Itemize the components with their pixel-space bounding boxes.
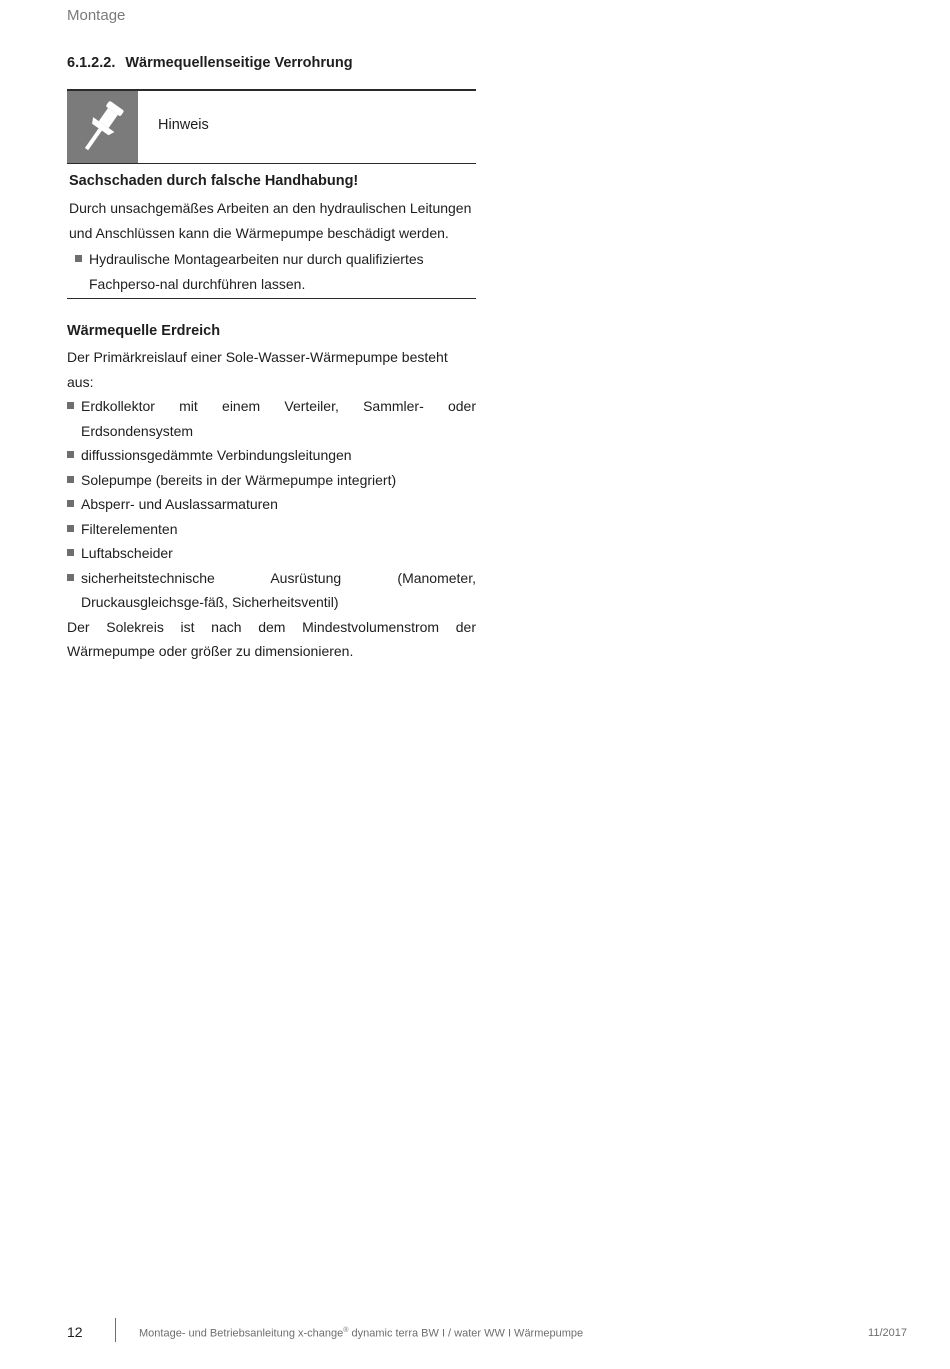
bullet-square-icon [67, 549, 74, 556]
notice-bullet [69, 247, 474, 296]
list-item: Solepumpe (bereits in der Wärmepumpe integriert) [67, 468, 476, 493]
footer-title: Montage- und Betriebsanleitung x-change® dynamic terra BW I / water WW I Wärmepumpe [139, 1327, 584, 1340]
notice-text: Durch unsachgemäßes Arbeiten an den hydraulischen Leitungen und Anschlüssen kann die Wärmepumpe beschädigt werden. [69, 200, 472, 241]
list-item: Luftabscheider [67, 541, 476, 566]
notice-header [67, 89, 476, 164]
section-number: 6.1.2.2. [67, 55, 116, 71]
page-number: 12 [67, 1324, 83, 1340]
list-item: Absperr- und Auslassarmaturen [67, 492, 476, 517]
footer-divider [115, 1318, 116, 1342]
closing-text: Der Solekreis ist nach dem Mindestvolumenstrom der Wärmepumpe oder größer zu dimensionieren. [67, 618, 476, 659]
footer-date: 11/2017 [868, 1327, 907, 1339]
notice-headline: Sachschaden durch falsche Handhabung! [69, 173, 359, 189]
bullet-square-icon [67, 402, 74, 409]
bullet-square-icon [67, 574, 74, 581]
section-heading [67, 55, 353, 71]
bullet-square-icon [67, 525, 74, 532]
list-item: diffussionsgedämmte Verbindungsleitungen [67, 443, 476, 468]
bullet-square-icon [67, 500, 74, 507]
intro-text: Der Primärkreislauf einer Sole-Wasser-Wärmepumpe besteht aus: [67, 349, 448, 390]
bullet-square-icon [67, 451, 74, 458]
notice-label: Hinweis [158, 117, 209, 133]
notice-bullet-text: Hydraulische Montagearbeiten nur durch qualifiziertes Fachperso-nal durchführen lassen. [89, 251, 424, 292]
notice-body [67, 164, 476, 299]
bullet-square-icon [75, 255, 82, 262]
pushpin-icon [67, 91, 138, 163]
running-header: Montage [67, 7, 126, 24]
list-item: sicherheitstechnische Ausrüstung (Manometer, Druckausgleichsge-fäß, Sicherheitsventil) [67, 566, 476, 615]
list-item: Erdkollektor mit einem Verteiler, Sammler- oder Erdsondensystem [67, 394, 476, 443]
component-list [67, 394, 476, 615]
content-block [67, 345, 476, 664]
notice-box [67, 89, 476, 299]
bullet-square-icon [67, 476, 74, 483]
section-title: Wärmequellenseitige Verrohrung [125, 55, 353, 71]
list-item: Filterelementen [67, 517, 476, 542]
registered-mark: ® [343, 1327, 349, 1334]
notice-icon-box [67, 91, 138, 163]
subheading: Wärmequelle Erdreich [67, 323, 221, 339]
